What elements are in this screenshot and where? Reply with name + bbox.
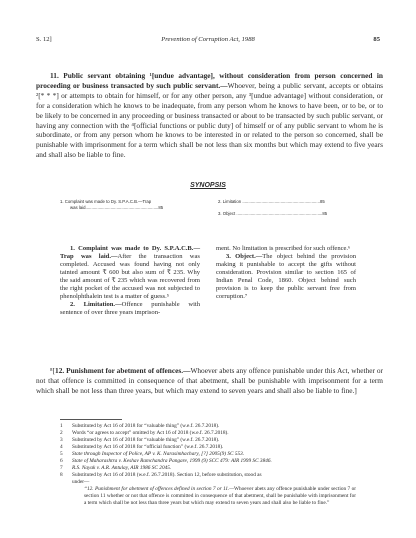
section-12-heading: 12. Punishment for abetment of offences.— — [55, 366, 191, 375]
footnote: 7 R.S. Nayak v. A.R. Antulay, AIR 1986 SC 2045. — [60, 465, 172, 471]
footnote: 2 Words “or agrees to accept” omitted by Act 16 of 2018 (w.e.f. 26.7.2018). — [60, 430, 229, 436]
section-12 — [36, 366, 383, 396]
commentary-object: 3. Object.—The object behind the provision making it punishable to accept the gifts without consideration. Provision similar to section 165 of Indian Penal Code, 1860. Object behind such provision is to keep the public servant free from corruption.⁷ — [216, 253, 356, 301]
footnote: 1 Substituted by Act 16 of 2018 for “valuable thing” (w.e.f. 26.7.2018). — [60, 423, 220, 429]
footnote: 6 State of Maharashtra v. Keshav Ramchandra Pangare, 1999 (9) SCC 479: AIR 1999 SC 3846. — [60, 458, 272, 464]
section-12-body: Whoever abets any offence punishable under this Act, whether or not that offence is committed in consequence of that abetment, shall be punishable with imprisonment for a term which shall be not less than three years, but which may extend to seven years and shall also be liable to fine.] — [36, 366, 383, 395]
footnote-continuation: under— — [72, 479, 90, 485]
running-header — [36, 36, 380, 48]
section-11 — [36, 71, 383, 160]
footnote-quoted-section: “12. Punishment for abetment of offences defined in section 7 or 11.—Whoever abets any offence punishable under section 7 or section 11 whether or not that offence is committed in consequence of that abetment, shall be punishable with imprisonment for a term which shall be not less than three years but which may extend to seven years and shall also be liable to fine.” — [84, 486, 356, 506]
footnote: 8 Substituted by Act 16 of 2018 (w.e.f. 26.7.2018). Section 12, before substitution, stood as — [60, 472, 262, 478]
commentary-limitation-cont: ment. No limitation is prescribed for such offence.⁶ — [216, 245, 351, 252]
footnote: 3 Substituted by Act 16 of 2018 for “valuable thing” (w.e.f. 26.7.2018). — [60, 437, 220, 443]
synopsis-toc — [60, 199, 355, 239]
commentary-left-column — [60, 245, 200, 317]
section-12-paragraph: ⁸[12. Punishment for abetment of offences.—Whoever abets any offence punishable under this Act, whether or not that offence is committed in consequence of that abetment, shall be punishable with imprisonment for a term which shall be not less than three years, but which may extend to seven years and shall also be liable to fine.] — [36, 366, 383, 395]
act-title: Prevention of Corruption Act, 1988 — [161, 36, 255, 43]
footnote: 5 State through Inspector of Police, AP v. K. Narasimhachary, [?] 2005(9) SC 553. — [60, 451, 245, 457]
footnote: 4 Substituted by Act 16 of 2018 for “official function” (w.e.f. 26.7.2018). — [60, 444, 224, 450]
section-11-body: Whoever, being a public servant, accepts or obtains ²[* * *] or attempts to obtain for himself, or for any other person, any ³[undue advantage] without consideration, or for a consideration which he knows to be inadequate, from any person whom he knows to have been, or to be, or to be likely to be concerned in any proceeding or business transacted or about to be transacted by such public servant, or having any connection with the ⁴[official functions or public duty] of himself or of any public servant to whom he is subordinate, or from any person whom he knows to be interested in or related to the person so concerned, shall be punishable with imprisonment for a term which shall be not less than six months but which may extend to five years and shall also be liable to fine. — [36, 80, 383, 160]
synopsis-title: SYNOPSIS — [190, 182, 226, 189]
page-number: 85 — [373, 36, 380, 43]
footnote-divider — [60, 419, 122, 420]
section-11-paragraph — [36, 71, 383, 160]
section-11-heading: 11. Public servant obtaining ¹[undue advantage], without consideration from person concerned in proceeding or business transacted by such public servant.— — [36, 71, 383, 90]
toc-entry-3: 3. Object ........................................................................85 — [218, 211, 328, 216]
footnotes — [60, 423, 356, 506]
commentary-right-column — [216, 245, 356, 301]
commentary-limitation: 2. Limitation.—Offence punishable with sentence of over three years imprison- — [60, 301, 200, 317]
toc-entry-1: 1. Complaint was made to Dy. S.P.A.C.B.—Trap was laid.............................................................85 — [60, 199, 164, 211]
toc-entry-2: 2. Limitation .................................................................85 — [218, 199, 325, 204]
commentary-complaint: 1. Complaint was made to Dy. S.P.A.C.B.—Trap was laid.—After the transaction was completed. Accused was found having not only tainted amount ₹ 600 but also sum of ₹ 235. Why the said amount of ₹ 235 which was recovered from the right pocket of the accused was not subjected to phenolphthalein test is a matter of guess.⁵ — [60, 245, 200, 301]
section-range: S. 12] — [36, 36, 52, 43]
